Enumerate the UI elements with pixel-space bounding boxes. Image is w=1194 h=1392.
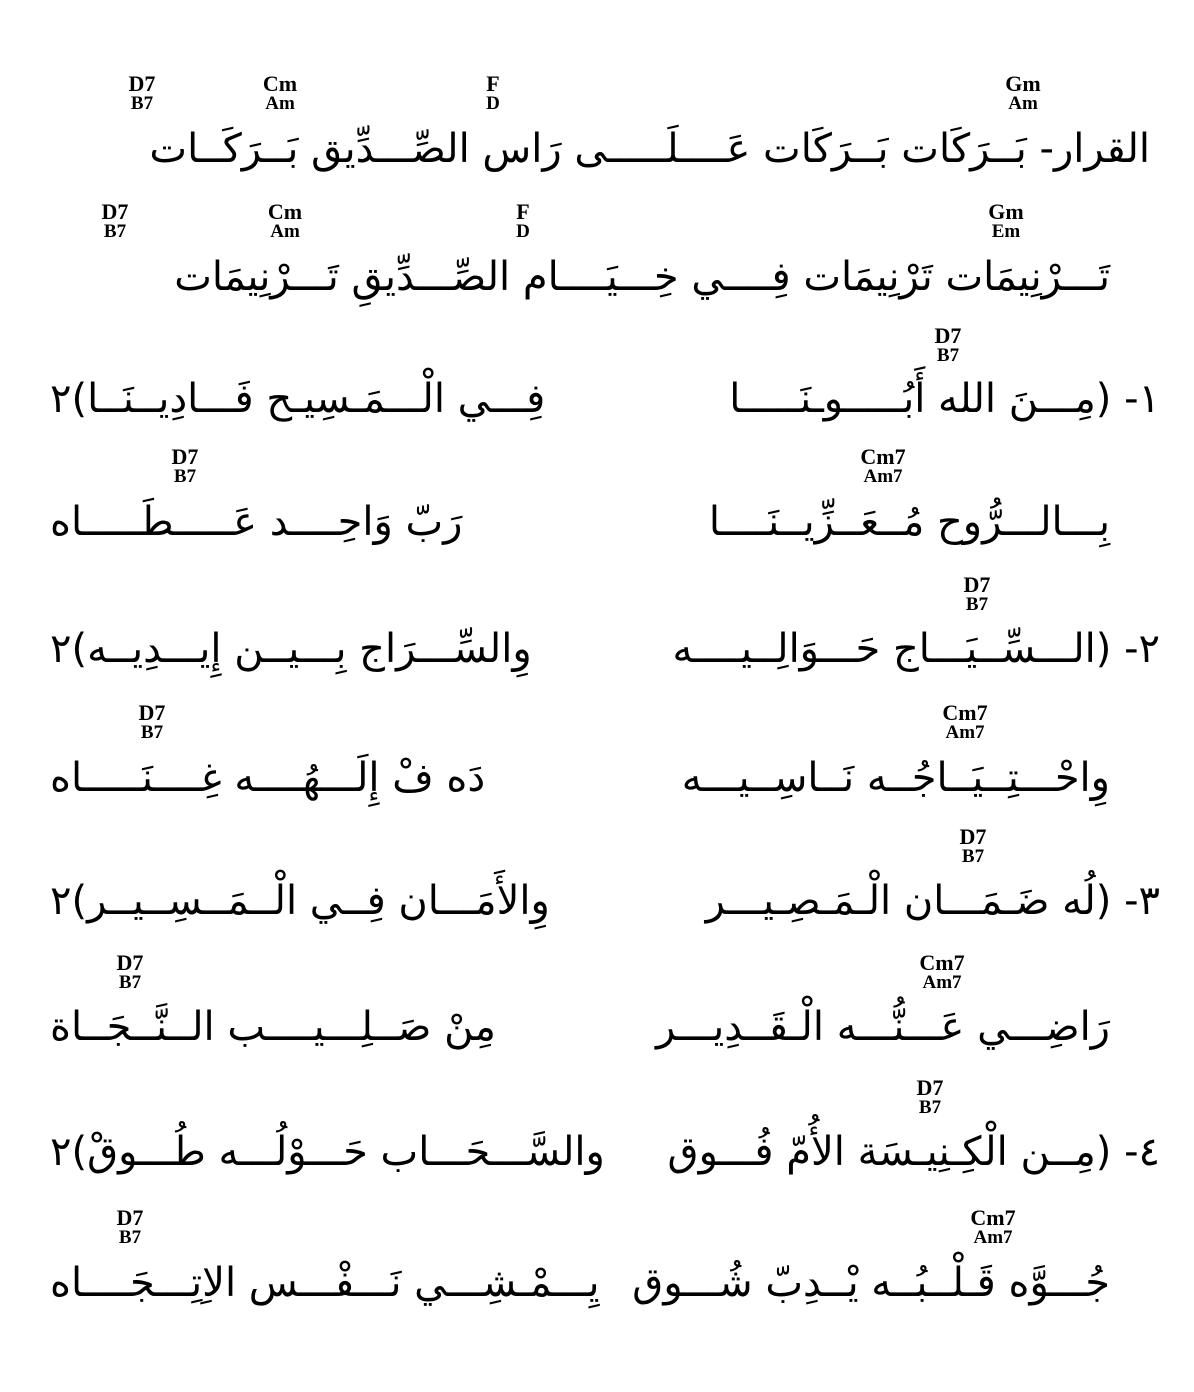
chord-top: D7 bbox=[171, 444, 199, 469]
chord-label bbox=[865, 1075, 995, 1118]
lyric-text: دَه فْ إِلَـــهُــــه غِــــنَـــــاه bbox=[50, 755, 486, 801]
lyric-line-verse-4 bbox=[50, 1127, 1160, 1177]
chord-label bbox=[50, 199, 180, 242]
chord-bottom: B7 bbox=[130, 93, 154, 114]
chord-top: Cm7 bbox=[919, 950, 965, 975]
chord-bottom: Am7 bbox=[973, 1227, 1013, 1248]
lyric-text: القرار- بَــرَكَات بَــرَكَات عَــــلَـــــى رَاس الصِّـــدِّيق بَــرَكَــات bbox=[149, 126, 1150, 172]
chord-label bbox=[65, 950, 195, 993]
chord-bottom: Am7 bbox=[922, 972, 962, 993]
lyric-text: رَاضِـــي عَـــنُّـــه الْـقَــدِيـــر bbox=[655, 1004, 1110, 1050]
lyric-text: ٢- (الـــسِّــيَـــاج حَـــوَالِــيــــه bbox=[672, 626, 1160, 672]
lyric-text: وِالأَمَـــان فِــي الْــمَــسِــيــر)٢ bbox=[50, 878, 550, 924]
lyric-line-verse-1 bbox=[50, 374, 1160, 424]
lyric-text: تَـــرْنِيمَات تَرْنِيمَات فِــــي خِـــيَــــام الصِّـــدِّيقِ تَـــرْنِيمَات bbox=[174, 254, 1110, 300]
chord-top: D7 bbox=[934, 323, 962, 348]
chord-label bbox=[220, 199, 350, 242]
chord-label bbox=[900, 700, 1030, 743]
chord-top: Cm7 bbox=[942, 700, 988, 725]
chord-top: D7 bbox=[116, 1205, 144, 1230]
lyric-line-verse-2b bbox=[50, 753, 1110, 803]
lyric-text: ٣- (لُه ضَـمَـــان الْـمَـصِـيـــر bbox=[705, 878, 1160, 924]
chord-label bbox=[65, 1205, 195, 1248]
chord-bottom: Am7 bbox=[863, 466, 903, 487]
chord-top: D7 bbox=[128, 71, 156, 96]
chord-label bbox=[215, 71, 345, 114]
lyric-text: ٤- (مِــن الْكِـنِيـسَة الأُمّ فُـــوق bbox=[667, 1129, 1160, 1175]
lyric-text: وِاحْـــتِــيَــاجُــه نَــاسِــيـــه bbox=[681, 755, 1110, 801]
chord-bottom: B7 bbox=[936, 345, 960, 366]
lyric-text: وِالسِّـــرَاج بِـــيــن إِيـــدِيــه)٢ bbox=[50, 626, 532, 672]
chord-bottom: B7 bbox=[103, 221, 127, 242]
chord-label bbox=[912, 572, 1042, 615]
chord-bottom: Am7 bbox=[945, 722, 985, 743]
chord-top: D7 bbox=[959, 824, 987, 849]
chord-bottom: B7 bbox=[965, 594, 989, 615]
chord-top: F bbox=[516, 199, 530, 224]
chord-label bbox=[458, 199, 588, 242]
chord-top: Gm bbox=[988, 199, 1024, 224]
chord-label bbox=[818, 444, 948, 487]
chord-top: Cm7 bbox=[970, 1205, 1016, 1230]
chord-bottom: B7 bbox=[961, 846, 985, 867]
chord-top: D7 bbox=[101, 199, 129, 224]
chord-bottom: Am bbox=[1008, 93, 1038, 114]
chord-bottom: Am bbox=[270, 221, 300, 242]
chord-label bbox=[428, 71, 558, 114]
chord-bottom: Am bbox=[265, 93, 295, 114]
lyric-text: بِـــالـــرُّوح مُــعَــزِّيــنَــــا bbox=[708, 499, 1110, 545]
lyric-text: جُـــوَّه قَـلْــبُــه يْــدِبّ شُـــوق bbox=[632, 1260, 1110, 1306]
lyric-line-verse-2 bbox=[50, 624, 1160, 674]
chord-label bbox=[928, 1205, 1058, 1248]
chord-bottom: B7 bbox=[140, 722, 164, 743]
chord-label bbox=[883, 323, 1013, 366]
chord-top: D7 bbox=[916, 1075, 944, 1100]
lyric-text: ١- (مِـــنَ الله أَبُـــــوـنَـــــا bbox=[729, 376, 1160, 422]
lyric-line-chorus-1 bbox=[50, 124, 1150, 174]
lyric-line-verse-3 bbox=[50, 876, 1160, 926]
chord-top: D7 bbox=[116, 950, 144, 975]
chord-bottom: B7 bbox=[118, 972, 142, 993]
lyric-text: والسَّـــحَـــاب حَـــوْلُـــه طُـــوقْ)٢ bbox=[50, 1129, 605, 1175]
chord-bottom: B7 bbox=[918, 1097, 942, 1118]
chord-top: D7 bbox=[963, 572, 991, 597]
chord-top: Cm bbox=[267, 199, 303, 224]
chord-top: D7 bbox=[138, 700, 166, 725]
chord-label bbox=[87, 700, 217, 743]
lyric-line-verse-1b bbox=[50, 497, 1110, 547]
chord-bottom: B7 bbox=[173, 466, 197, 487]
chord-top: Gm bbox=[1005, 71, 1041, 96]
chord-bottom: Em bbox=[991, 221, 1021, 242]
lyric-text: يِـــمْـشِـــي نَـــفْـــس الاِتِـــجَــــاه bbox=[50, 1260, 600, 1306]
lyric-line-verse-4b bbox=[50, 1258, 1110, 1308]
lyric-text: رَبّ وَاحِــــد عَـــــطَـــــاه bbox=[50, 499, 463, 545]
lyric-text: مِنْ صَــلِـــيــــب الــنَّــجَــاة bbox=[50, 1004, 496, 1050]
chord-bottom: D bbox=[486, 93, 500, 114]
chord-top: Cm7 bbox=[860, 444, 906, 469]
chord-bottom: B7 bbox=[118, 1227, 142, 1248]
lyric-text: فِـــي الْـــمَـسِيـح فَـــادِيــنَــا)٢ bbox=[50, 376, 546, 422]
chord-label bbox=[958, 71, 1088, 114]
chord-label bbox=[941, 199, 1071, 242]
lyric-line-chorus-2 bbox=[50, 252, 1110, 302]
chord-label bbox=[77, 71, 207, 114]
chord-label bbox=[120, 444, 250, 487]
chord-label bbox=[908, 824, 1038, 867]
chord-top: F bbox=[486, 71, 500, 96]
chord-label bbox=[877, 950, 1007, 993]
lyric-line-verse-3b bbox=[50, 1002, 1110, 1052]
chord-top: Cm bbox=[262, 71, 298, 96]
chord-bottom: D bbox=[516, 221, 530, 242]
